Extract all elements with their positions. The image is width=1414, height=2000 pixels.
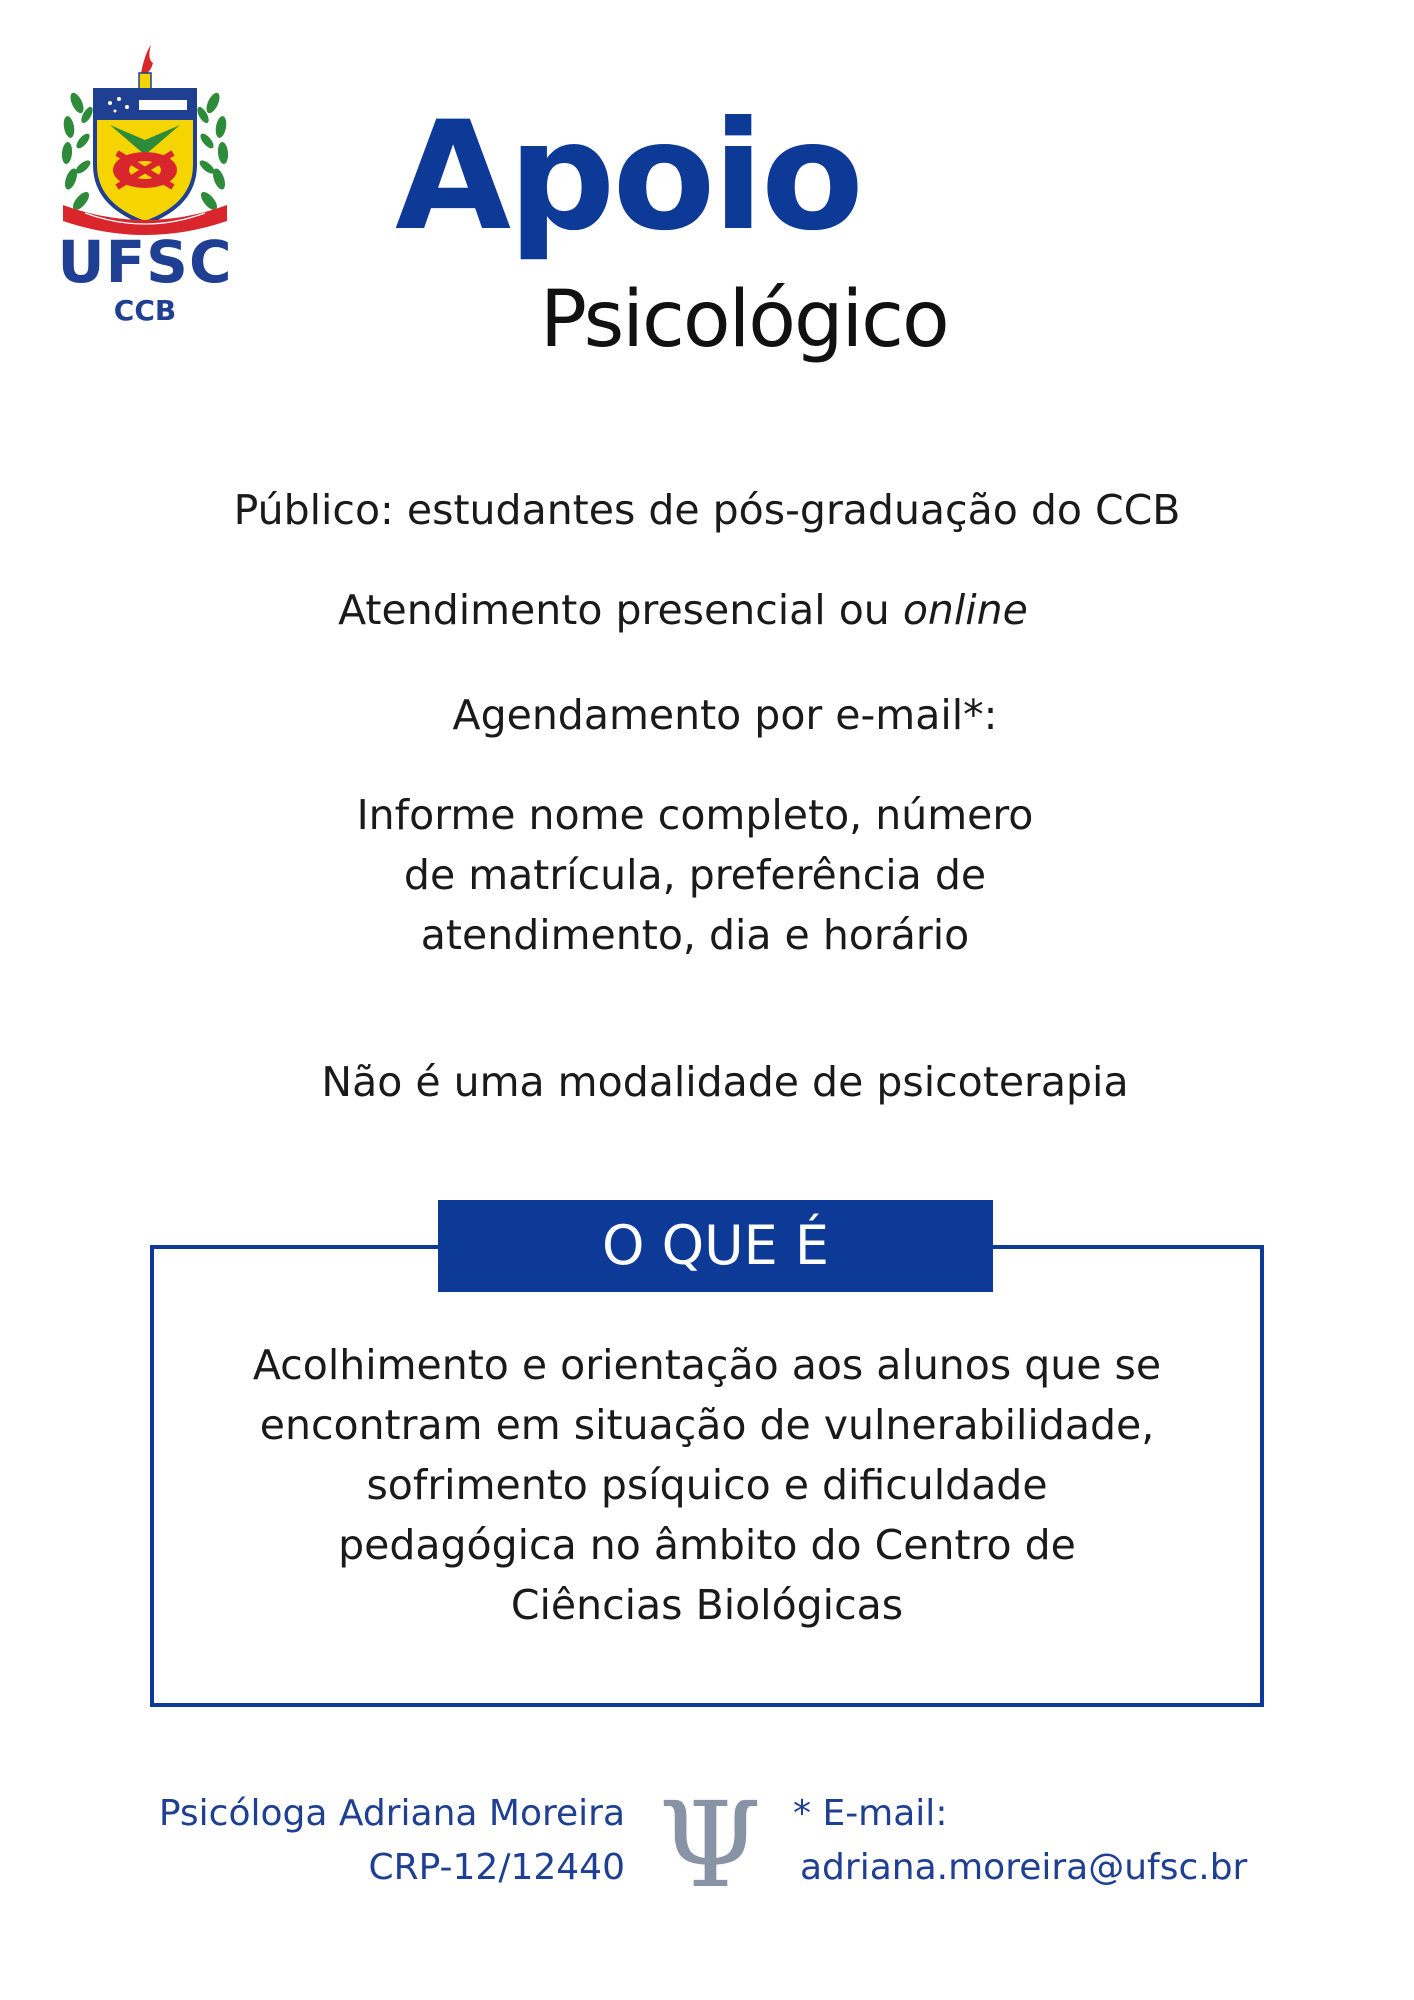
atendimento-online: online: [902, 586, 1028, 634]
description-line: Ciências Biológicas: [510, 1581, 904, 1629]
laurel-left-icon: [61, 91, 95, 213]
laurel-right-icon: [195, 91, 229, 213]
torch-icon: [139, 45, 153, 91]
description-line: encontram em situação de vulnerabilidade,: [259, 1401, 1155, 1449]
psychologist-name: Psicóloga Adriana Moreira: [158, 1793, 625, 1834]
o-que-e-label: O QUE É: [438, 1200, 993, 1292]
informe-text: [0, 785, 1402, 965]
informe-line: atendimento, dia e horário: [420, 911, 970, 959]
logo-wordmark: UFSC: [57, 228, 233, 296]
email-address[interactable]: adriana.moreira@ufsc.br: [800, 1847, 1248, 1888]
informe-line: de matrícula, preferência de: [403, 851, 987, 899]
shield-icon: [95, 90, 195, 223]
agendamento-text: Agendamento por e-mail*:: [452, 691, 998, 739]
o-que-e-description: [150, 1335, 1264, 1635]
atendimento-prefix: Atendimento presencial ou: [338, 586, 903, 634]
publico-text: Público: estudantes de pós-graduação do CCB: [233, 486, 1181, 534]
description-line: sofrimento psíquico e dificuldade: [366, 1461, 1048, 1509]
email-label: * E-mail:: [793, 1793, 948, 1834]
informe-line: Informe nome completo, número: [356, 791, 1034, 839]
page-subtitle: Psicológico: [540, 275, 948, 365]
description-line: Acolhimento e orientação aos alunos que se: [252, 1341, 1162, 1389]
logo-subtitle: CCB: [113, 294, 177, 327]
psychologist-crp: CRP-12/12440: [368, 1847, 625, 1888]
nao-psicoterapia-text: Não é uma modalidade de psicoterapia: [321, 1058, 1129, 1106]
atendimento-text: [0, 580, 1390, 640]
description-line: pedagógica no âmbito do Centro de: [338, 1521, 1076, 1569]
page-title: Apoio: [395, 90, 861, 264]
psi-icon: Ψ: [658, 1776, 762, 1914]
